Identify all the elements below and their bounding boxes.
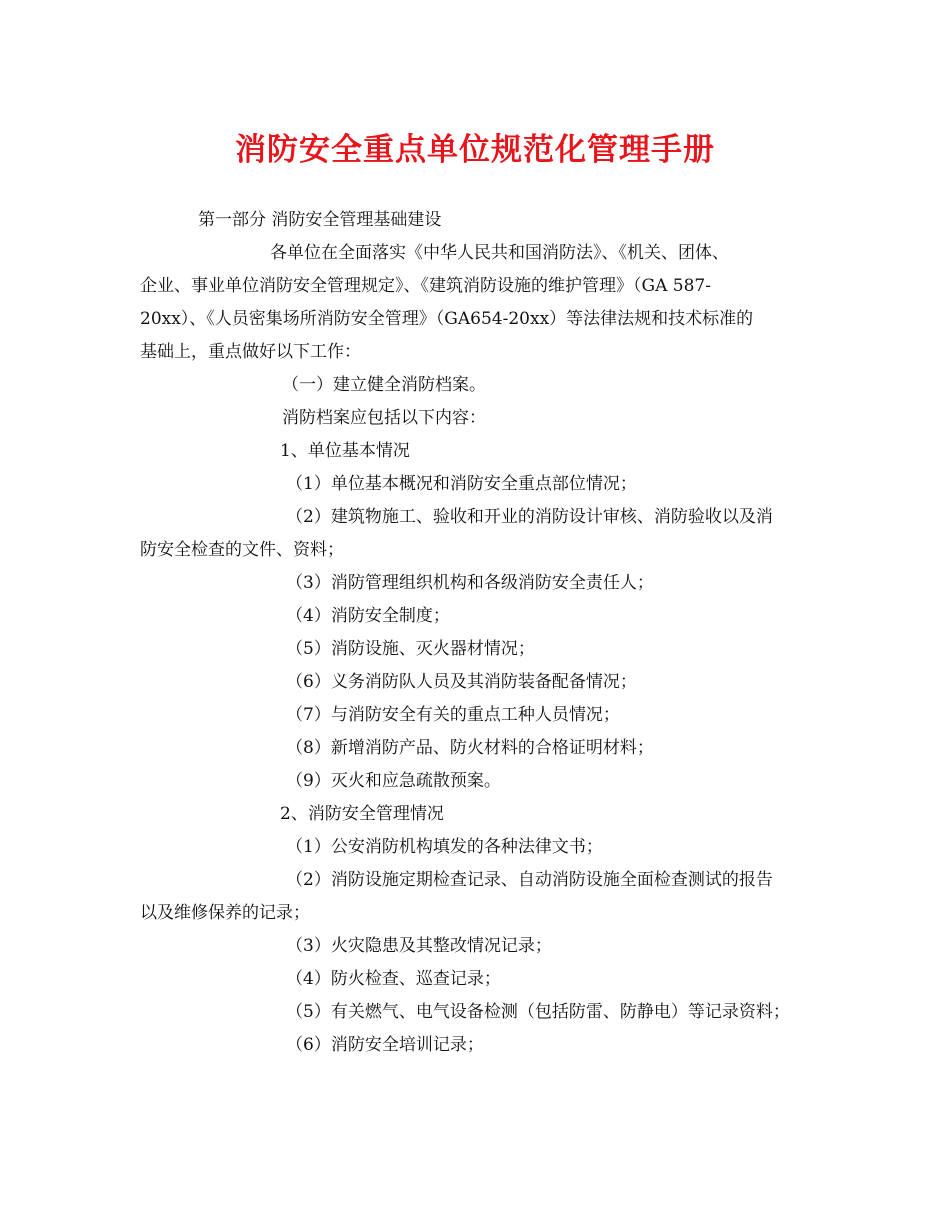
list-item: （7）与消防安全有关的重点工种人员情况； (286, 705, 620, 725)
list-item: （2）建筑物施工、验收和开业的消防设计审核、消防验收以及消 (286, 507, 773, 527)
intro-line-1: 各单位在全面落实《中华人民共和国消防法》、《机关、团体、 (270, 243, 729, 263)
part-heading: 第一部分 消防安全管理基础建设 (198, 210, 442, 230)
list-item-continuation: 以及维修保养的记录； (140, 903, 310, 923)
list-item: （8）新增消防产品、防火材料的合格证明材料； (286, 738, 654, 758)
section-heading-1: （一）建立健全消防档案。 (282, 375, 486, 395)
list-item-continuation: 防安全检查的文件、资料； (140, 540, 344, 560)
list-item: （2）消防设施定期检查记录、自动消防设施全面检查测试的报告 (286, 870, 773, 890)
list-item: （6）义务消防队人员及其消防装备配备情况； (286, 672, 637, 692)
intro-line-2: 企业、事业单位消防安全管理规定》、《建筑消防设施的维护管理》（GA 587- (140, 276, 711, 296)
list-item: （3）火灾隐患及其整改情况记录； (286, 936, 552, 956)
intro-line-4: 基础上，重点做好以下工作： (140, 342, 361, 362)
section-lead: 消防档案应包括以下内容： (282, 408, 486, 428)
list-item: （4）防火检查、巡查记录； (286, 969, 501, 989)
list-item: （9）灭火和应急疏散预案。 (286, 771, 501, 791)
group-heading-2: 2、消防安全管理情况 (280, 804, 444, 824)
document-title: 消防安全重点单位规范化管理手册 (235, 132, 715, 168)
intro-line-3: 20xx）、《人员密集场所消防安全管理》（GA654-20xx）等法律法规和技术标准的 (140, 309, 754, 329)
list-item: （6）消防安全培训记录； (286, 1035, 484, 1055)
document-body (140, 204, 820, 1062)
list-item: （1）单位基本概况和消防安全重点部位情况； (286, 474, 637, 494)
list-item: （4）消防安全制度； (286, 606, 450, 626)
list-item: （1）公安消防机构填发的各种法律文书； (286, 837, 603, 857)
group-heading-1: 1、单位基本情况 (280, 441, 410, 461)
list-item: （5）有关燃气、电气设备检测（包括防雷、防静电）等记录资料； (286, 1002, 790, 1022)
list-item: （3）消防管理组织机构和各级消防安全责任人； (286, 573, 654, 593)
list-item: （5）消防设施、灭火器材情况； (286, 639, 535, 659)
